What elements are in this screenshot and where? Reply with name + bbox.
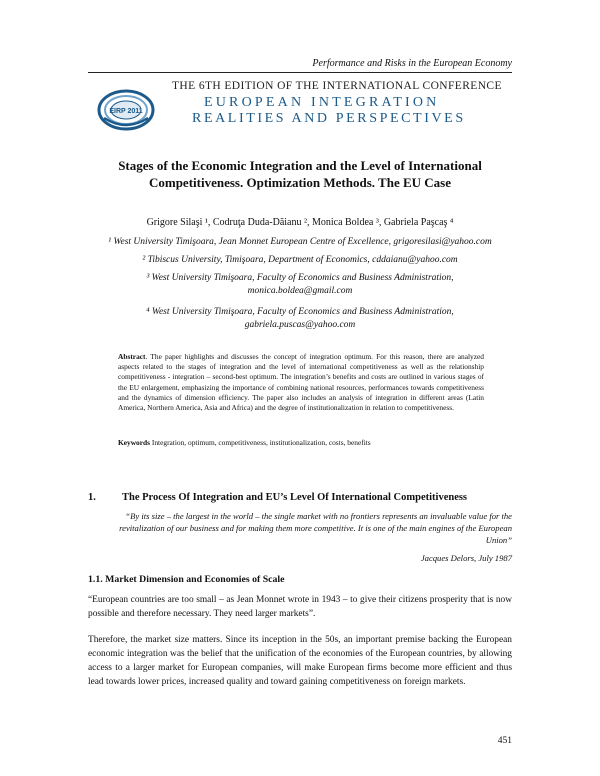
abstract	[118, 352, 484, 413]
paper-title: Stages of the Economic Integration and the Level of International Competitiveness. Optimization Methods. The EU Case	[118, 158, 482, 190]
keywords-text: Integration, optimum, competitiveness, institutionalization, costs, benefits	[150, 438, 371, 447]
page-number: 451	[497, 736, 512, 746]
affiliation-2: ² Tibiscus University, Timişoara, Department of Economics, cddaianu@yahoo.com	[142, 255, 458, 265]
affiliation-3: ³ West University Timişoara, Faculty of Economics and Business Administration, monica.boldea@gmail.com	[146, 273, 454, 296]
conference-title-line1: EUROPEAN INTEGRATION	[204, 95, 440, 110]
author-list: Grigore Silaşi ¹, Codruţa Duda-Dăianu ², Monica Boldea ³, Gabriela Paşcaş ⁴	[146, 217, 454, 228]
abstract-label: Abstract	[118, 352, 146, 361]
section-title: The Process Of Integration and EU’s Level Of International Competitiveness	[122, 492, 468, 503]
subsection-title: 1.1. Market Dimension and Economies of Scale	[88, 574, 285, 585]
body-paragraph-1: “European countries are too small – as Jean Monnet wrote in 1943 – to give their citizens prosperity that is now possible and therefore necessary. They need larger markets”.	[88, 595, 512, 619]
section-number: 1.	[88, 492, 96, 503]
epigraph-quote: “By its size – the largest in the world – the single market with no frontiers represents an invaluable value for the revitalization of our business and for making them more competitive. It is one of the main engines of the European Union”	[119, 511, 512, 545]
conference-title-line2: REALITIES AND PERSPECTIVES	[192, 111, 466, 126]
conference-edition: THE 6TH EDITION OF THE INTERNATIONAL CONFERENCE	[172, 80, 502, 92]
conference-logo	[96, 80, 156, 136]
logo-text: EIRP 2011	[109, 108, 143, 115]
running-header: Performance and Risks in the European Economy	[88, 58, 512, 73]
conference-banner	[96, 80, 506, 138]
epigraph-attribution: Jacques Delors, July 1987	[420, 553, 512, 563]
keywords	[118, 438, 484, 448]
abstract-text: . The paper highlights and discusses the concept of integration optimum. For this reason, there are analyzed aspects related to the stages of integration and the level of international competitiveness as well as the relationship competitiveness - integration – second-best optimum. The integration’s benefits and costs are outlined in various stages of the EU enlargement, emphasizing the importance of combining national resources, performances towards competitiveness and the dynamics of dimension efficiency. The paper also includes an analysis of integration in different areas (Latin America, Northern America, Asia and Africa) and the degree of institutionalization in relation to competitiveness.	[118, 352, 484, 413]
body-paragraph-2: Therefore, the market size matters. Since its inception in the 50s, an important premise backing the European economic integration was the belief that the unification of the economies of the European countries, by allowing access to a larger market for European companies, will make European firms become more efficient and thus lead towards lower prices, increased quality and toward gaining competitiveness on foreign markets.	[88, 635, 512, 687]
affiliation-1: ¹ West University Timişoara, Jean Monnet European Centre of Excellence, grigoresilasi@yahoo.com	[108, 237, 492, 247]
affiliation-4: ⁴ West University Timişoara, Faculty of Economics and Business Administration, gabriela.puscas@yahoo.com	[146, 307, 454, 330]
keywords-label: Keywords	[118, 438, 151, 447]
